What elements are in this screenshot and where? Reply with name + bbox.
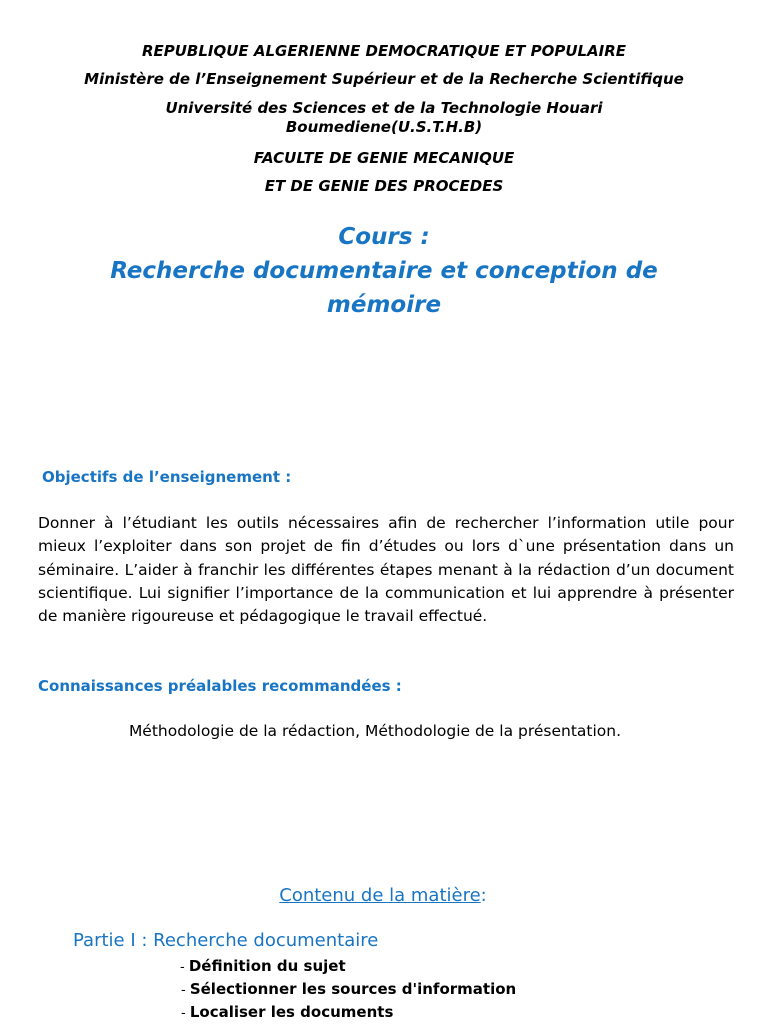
dash-bullet: - (180, 960, 189, 975)
header-university: Université des Sciences et de la Technologie Houari Boumediene(U.S.T.H.B) (165, 99, 603, 136)
course-title: Recherche documentaire et conception de mémoire (110, 258, 658, 318)
objectives-text: Donner à l’étudiant les outils nécessaires afin de rechercher l’information utile pour mieux l’exploiter dans son projet de fin d’études ou lors d`une présentation dans un séminaire. L’aider à franchir les différentes étapes menant à la rédaction d’un document scientifique. Lui signifier l’importance de la communication et lui apprendre à présenter de manière rigoureuse et pédagogique le travail effectué. (38, 514, 734, 626)
content-title (0, 884, 766, 908)
content-title-colon: : (480, 885, 487, 906)
list-item: - Définition du sujet (180, 957, 346, 975)
header-faculty: FACULTE DE GENIE MECANIQUE (253, 149, 515, 167)
part1-title: Partie I : Recherche documentaire (73, 930, 379, 951)
prerequisites-heading: Connaissances préalables recommandées : (38, 677, 402, 695)
content-title-text: Contenu de la matière (279, 885, 481, 906)
list-item: - Sélectionner les sources d'information (181, 980, 517, 998)
dash-bullet: - (181, 983, 190, 998)
header-republic: REPUBLIQUE ALGERIENNE DEMOCRATIQUE ET POPULAIRE (141, 42, 627, 60)
objectives-heading: Objectifs de l’enseignement : (42, 468, 292, 486)
course-label: Cours : (338, 224, 430, 250)
header-ministry: Ministère de l’Enseignement Supérieur et de la Recherche Scientifique (84, 70, 684, 88)
prerequisites-text: Méthodologie de la rédaction, Méthodologie de la présentation. (128, 722, 622, 740)
list-item: - Localiser les documents (181, 1003, 394, 1021)
dash-bullet: - (181, 1006, 190, 1021)
header-faculty-2: ET DE GENIE DES PROCEDES (264, 177, 504, 195)
